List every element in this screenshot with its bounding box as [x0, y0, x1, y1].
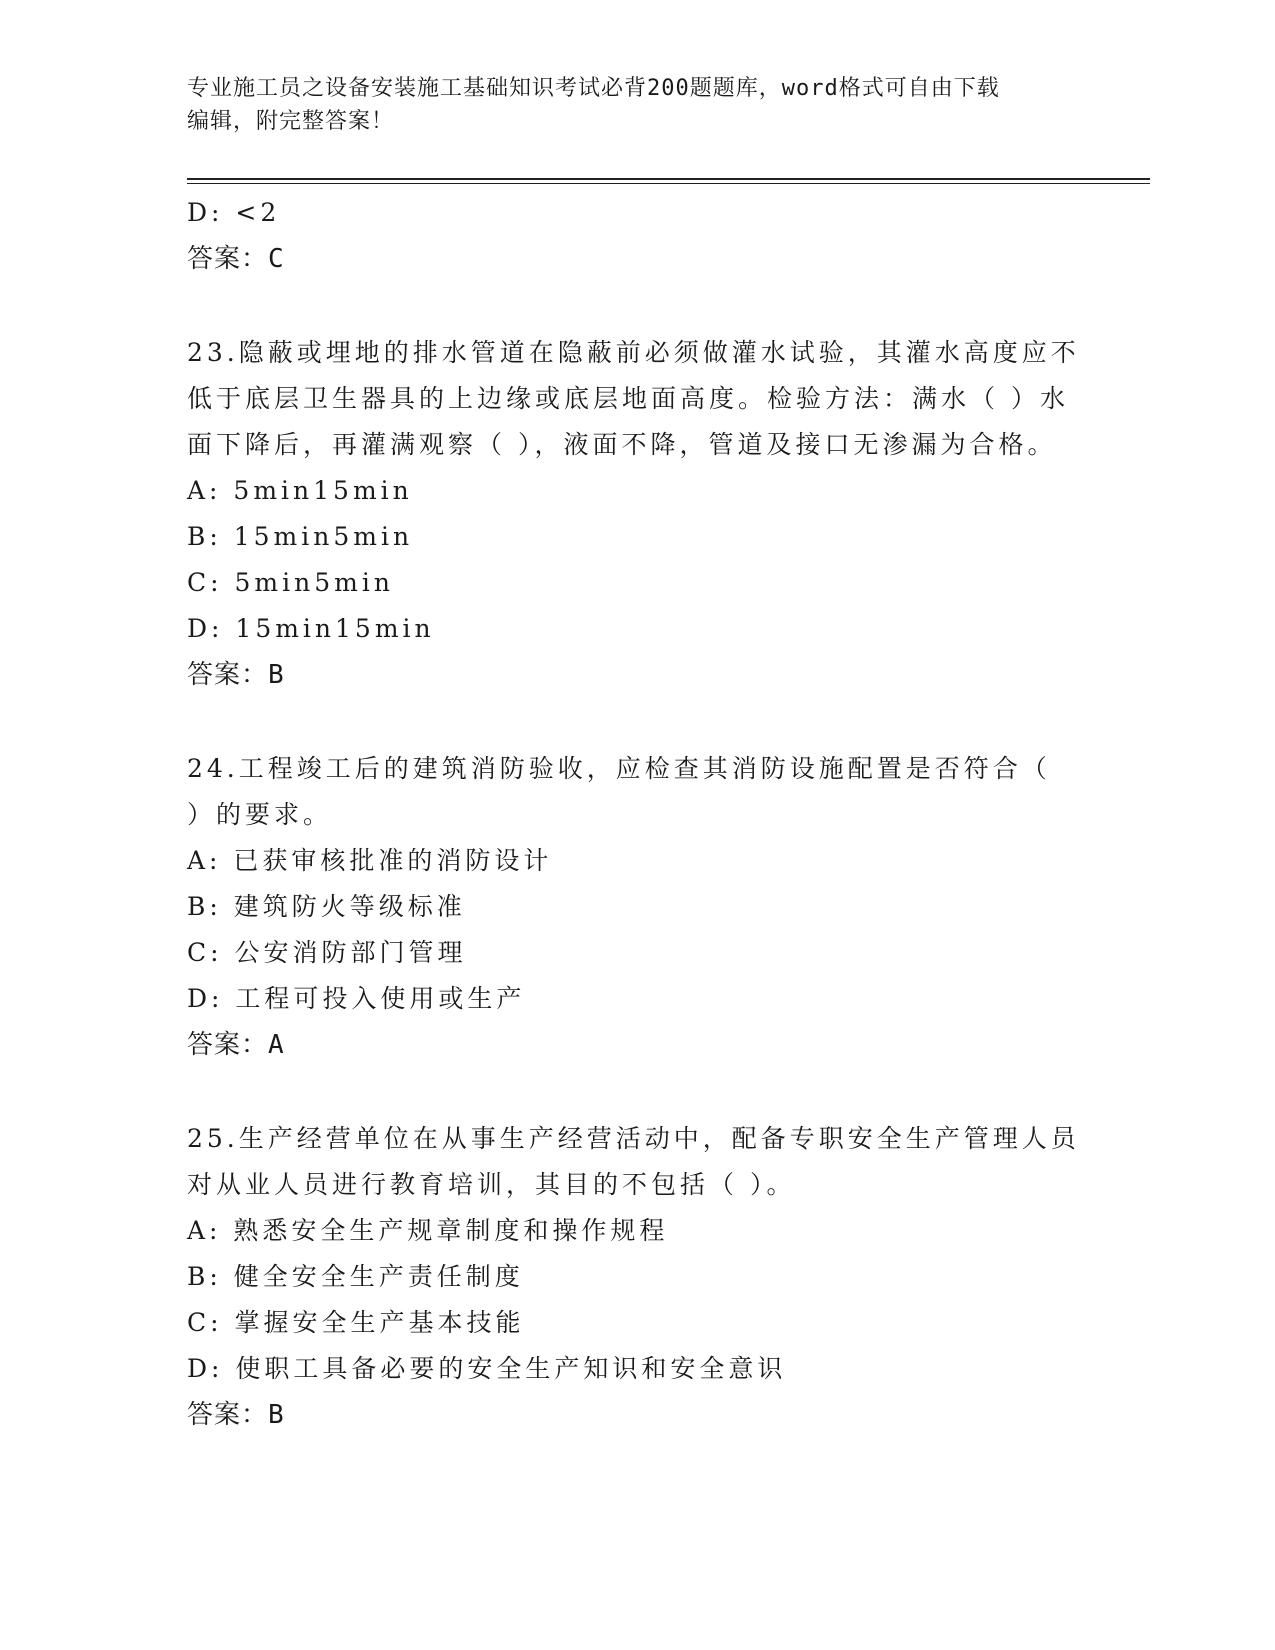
- answer-line: 答案：B: [187, 1400, 285, 1430]
- header-divider-thick: [187, 178, 1150, 180]
- option-c: C: 掌握安全生产基本技能: [187, 1308, 525, 1337]
- question-text-line: 23.隐蔽或埋地的排水管道在隐蔽前必须做灌水试验，其灌水高度应不: [187, 338, 1080, 367]
- option-a: A: 熟悉安全生产规章制度和操作规程: [187, 1216, 669, 1245]
- answer-line: 答案：A: [187, 1030, 285, 1060]
- spacer: [187, 1068, 1087, 1116]
- option-c: C: 5min5min: [187, 568, 394, 597]
- option-b: B: 健全安全生产责任制度: [187, 1262, 524, 1291]
- question-text-line: 面下降后，再灌满观察（ ），液面不降，管道及接口无渗漏为合格。: [187, 430, 1057, 459]
- option-b: B: 15min5min: [187, 522, 414, 551]
- option-d: D: 工程可投入使用或生产: [187, 984, 526, 1013]
- previous-question-tail: [187, 190, 1087, 282]
- option-d: D: 15min15min: [187, 614, 435, 643]
- spacer: [187, 282, 1087, 330]
- header-line-2: 编辑，附完整答案！: [187, 109, 395, 134]
- option-d: D: 使职工具备必要的安全生产知识和安全意识: [187, 1354, 787, 1383]
- question-text-line: ）的要求。: [187, 800, 333, 829]
- question-24: [187, 746, 1087, 1068]
- question-text-line: 25.生产经营单位在从事生产经营活动中，配备专职安全生产管理人员: [187, 1124, 1080, 1153]
- option-a: A: 已获审核批准的消防设计: [187, 846, 553, 875]
- header-line-1: 专业施工员之设备安装施工基础知识考试必背200题题库，word格式可自由下载: [187, 76, 1000, 101]
- question-text-line: 低于底层卫生器具的上边缘或底层地面高度。检验方法：满水（ ）水: [187, 384, 1069, 413]
- answer-line: 答案：B: [187, 660, 285, 690]
- page-header: [187, 72, 1067, 138]
- question-text-line: 24.工程竣工后的建筑消防验收，应检查其消防设施配置是否符合（: [187, 754, 1051, 783]
- header-divider-thin: [187, 183, 1150, 184]
- answer-line: 答案：C: [187, 244, 285, 274]
- option-b: B: 建筑防火等级标准: [187, 892, 466, 921]
- option-d: D: <2: [187, 198, 281, 227]
- question-25: [187, 1116, 1087, 1438]
- question-text-line: 对从业人员进行教育培训，其目的不包括（ ）。: [187, 1170, 796, 1199]
- spacer: [187, 698, 1087, 746]
- option-a: A: 5min15min: [187, 476, 413, 505]
- option-c: C: 公安消防部门管理: [187, 938, 467, 967]
- question-content: [187, 190, 1087, 1438]
- question-23: [187, 330, 1087, 698]
